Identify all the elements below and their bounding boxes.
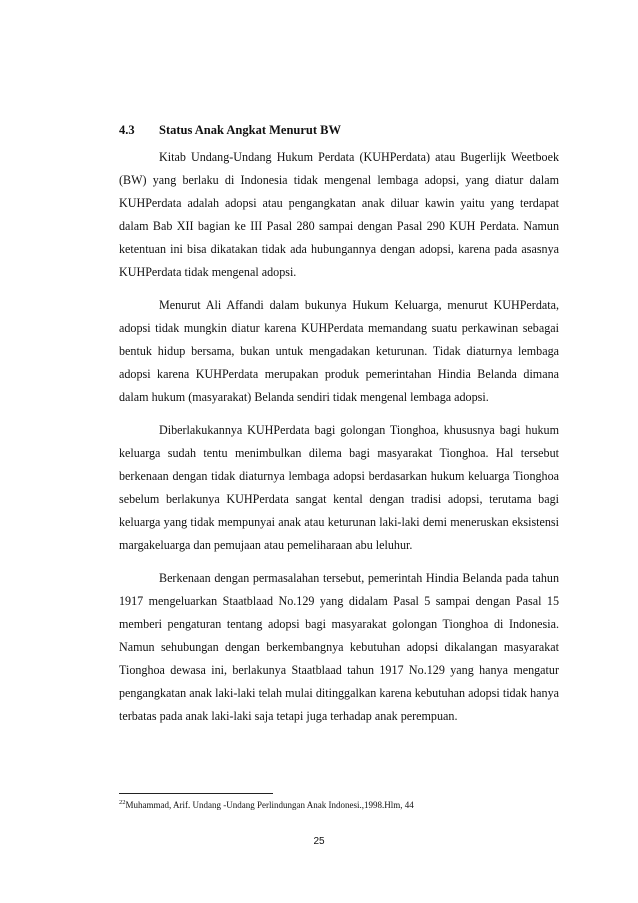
footnote-marker: 22 — [119, 799, 126, 806]
footnote-divider — [119, 793, 273, 794]
section-heading — [119, 121, 559, 139]
paragraph-3: Diberlakukannya KUHPerdata bagi golongan Tionghoa, khususnya bagi hukum keluarga sudah tentu menimbulkan dilema bagi masyarakat Tionghoa. Hal tersebut berkenaan dengan tidak diaturnya lembaga adopsi berdasarkan hukum keluarga Tionghoa sebelum berlakunya KUHPerdata sangat kental dengan tradisi adopsi, terutama bagi keluarga yang tidak mempunyai anak atau keturunan laki-laki demi meneruskan eksistensi margakeluarga dan pemujaan atau pemeliharaan abu leluhur. — [119, 423, 559, 552]
page-number: 25 — [313, 836, 325, 847]
footnote-text: Muhammad, Arif. Undang -Undang Perlindungan Anak Indonesi.,1998.Hlm, 44 — [125, 800, 414, 810]
section-title: Status Anak Angkat Menurut BW — [159, 123, 341, 137]
paragraph-4: Berkenaan dengan permasalahan tersebut, pemerintah Hindia Belanda pada tahun 1917 mengeluarkan Staatblaad No.129 yang didalam Pasal 5 sampai dengan Pasal 15 memberi pengaturan tentang adopsi bagi masyarakat golongan Tionghoa di Indonesia. Namun sehubungan dengan berkembangnya kebutuhan adopsi dikalangan masyarakat Tionghoa dewasa ini, berlakunya Staatblaad tahun 1917 No.129 yang hanya mengatur pengangkatan anak laki-laki telah mulai ditinggalkan karena kebutuhan adopsi tidak hanya terbatas pada anak laki-laki saja tetapi juga terhadap anak perempuan. — [119, 571, 559, 723]
section-number: 4.3 — [119, 123, 135, 137]
paragraph-2: Menurut Ali Affandi dalam bukunya Hukum Keluarga, menurut KUHPerdata, adopsi tidak mungkin diatur karena KUHPerdata memandang suatu perkawinan sebagai bentuk hidup bersama, bukan untuk mengadakan keturunan. Tidak diaturnya lembaga adopsi karena KUHPerdata merupakan produk pemerintahan Hindia Belanda dimana dalam hukum (masyarakat) Belanda sendiri tidak mengenal lembaga adopsi. — [119, 298, 559, 404]
paragraph-1: Kitab Undang-Undang Hukum Perdata (KUHPerdata) atau Bugerlijk Weetboek (BW) yang berlaku di Indonesia tidak mengenal lembaga adopsi, yang diatur dalam KUHPerdata adalah adopsi atau pengangkatan anak diluar kawin yaitu yang terdapat dalam Bab XII bagian ke III Pasal 280 sampai dengan Pasal 290 KUH Perdata. Namun ketentuan ini bisa dikatakan tidak ada hubungannya dengan adopsi, karena pada asasnya KUHPerdata tidak mengenal adopsi. — [119, 150, 559, 279]
footnote — [119, 797, 559, 811]
body-text — [119, 146, 559, 738]
